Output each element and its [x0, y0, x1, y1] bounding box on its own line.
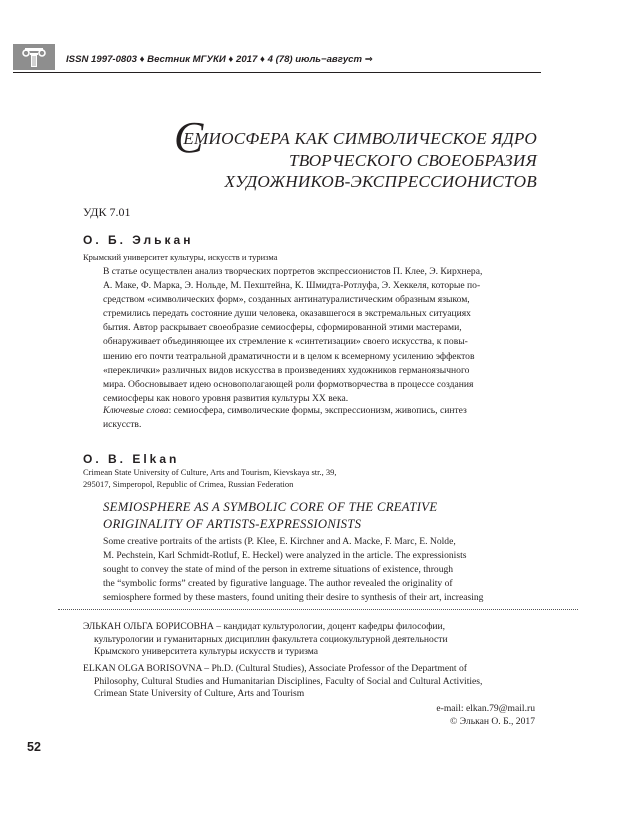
keywords-label: Ключевые слова: [103, 405, 169, 416]
abstract-line: А. Маке, Ф. Марка, Э. Нольде, М. Пехштейна, К. Шмидта-Ротлуфа, Э. Хеккеля, которые по-: [103, 280, 481, 292]
abstract-ru: [103, 265, 536, 406]
title-line: ХУДОЖНИКОВ-ЭКСПРЕССИОНИСТОВ: [224, 172, 537, 191]
bio-line: Crimean State University of Culture, Arts and Tourism: [94, 688, 305, 700]
abstract-en: [103, 535, 536, 605]
affiliation-ru: Крымский университет культуры, искусств и туризма: [83, 252, 278, 262]
journal-logo: [13, 44, 55, 70]
abstract-en-line: M. Pechstein, Karl Schmidt-Rotluf, E. Heckel) were analyzed in the article. The expressionists: [103, 550, 467, 562]
page-number: 52: [27, 740, 41, 754]
abstract-line: средством «символических форм», созданных антинатуралистическим образным языком,: [103, 294, 470, 306]
abstract-line: семиосферы как нового уровня развития культуры XX века.: [103, 392, 349, 404]
bio-line: ЭЛЬКАН ОЛЬГА БОРИСОВНА – кандидат культурологии, доцент кафедры философии,: [83, 621, 446, 632]
author-bio-ru: [83, 621, 538, 659]
footer-divider: [58, 609, 578, 610]
abstract-en-line: the “symbolic forms” created by figurative language. The author revealed the originality of: [103, 578, 453, 590]
bio-line: Philosophy, Cultural Studies and Humanitarian Disciplines, Faculty of Social and Cultural Activities,: [94, 675, 483, 687]
bio-line: ELKAN OLGA BORISOVNA – Ph.D. (Cultural Studies), Associate Professor of the Department of: [83, 663, 467, 674]
keywords-line: искусств.: [103, 419, 142, 431]
title-line: ЕМИОСФЕРА КАК СИМВОЛИЧЕСКОЕ ЯДРО: [183, 129, 537, 148]
keywords: [103, 404, 536, 432]
abstract-line: мира. Обосновывает идею основополагающей роли формотворчества в процессе создания: [103, 378, 474, 390]
abstract-line: бытия. Автор раскрывает своеобразие семиосферы, сформированной этими мастерами,: [103, 322, 462, 334]
article-title-en: [103, 499, 437, 532]
title-en-line: SEMIOSPHERE AS A SYMBOLIC CORE OF THE CREATIVE: [103, 500, 438, 514]
email-link[interactable]: e-mail: elkan.79@mail.ru: [436, 703, 535, 714]
contacts: [436, 703, 535, 728]
bio-line: культурологии и гуманитарных дисциплин факультета социокультурной деятельности: [94, 633, 448, 645]
author-name-ru: О. Б. Элькан: [83, 233, 194, 247]
affiliation-line: Crimean State University of Culture, Arts and Tourism, Kievskaya str., 39,: [83, 467, 337, 477]
author-bio-en: [83, 663, 538, 701]
title-line: ТВОРЧЕСКОГО СВОЕОБРАЗИЯ: [289, 150, 537, 170]
affiliation-line: 295017, Simperopol, Republic of Crimea, Russian Federation: [83, 478, 294, 489]
article-title: [183, 128, 537, 193]
abstract-en-line: sought to convey the state of mind of the person in extreme situations of existence, through: [103, 564, 454, 576]
abstract-line: шению его почти театральной драматичности и в целом к всемерному усилению эффектов: [103, 350, 475, 362]
column-capital-icon: [13, 44, 55, 70]
udk-code: УДК 7.01: [83, 205, 131, 219]
title-initial: С: [174, 113, 204, 162]
title-en-line: ORIGINALITY OF ARTISTS-EXPRESSIONISTS: [103, 516, 362, 531]
keywords-line: [103, 404, 536, 418]
abstract-line: В статье осуществлен анализ творческих портретов экспрессионистов П. Клее, Э. Кирхнера,: [103, 266, 483, 277]
header-rule: [13, 72, 541, 73]
abstract-line: стремились передать состояние души человека, оказавшегося в экстремальных ситуациях: [103, 308, 471, 320]
keywords-text: : семиосфера, символические формы, экспрессионизм, живопись, синтез: [168, 405, 467, 416]
abstract-en-line: Some creative portraits of the artists (P. Klee, E. Kirchner and A. Macke, F. Marc, E. Nolde,: [103, 536, 456, 547]
copyright: © Элькан О. Б., 2017: [450, 715, 535, 727]
journal-header: ISSN 1997-0803 ♦ Вестник МГУКИ ♦ 2017 ♦ 4 (78) июль−август ⇒: [66, 54, 373, 65]
affiliation-en: [83, 467, 337, 490]
author-name-en: O. B. Elkan: [83, 452, 180, 466]
abstract-line: «переклички» различных видов искусства в произведениях художников германоязычного: [103, 364, 470, 376]
bio-line: Крымского университета культуры искусств и туризма: [94, 646, 319, 658]
abstract-en-line: semiosphere formed by these masters, found uniting their desire to synthesis of their art, increasing: [103, 592, 484, 604]
abstract-line: обнаруживает объединяющее их стремление к «синтетизации» своего искусства, к повы-: [103, 336, 468, 348]
